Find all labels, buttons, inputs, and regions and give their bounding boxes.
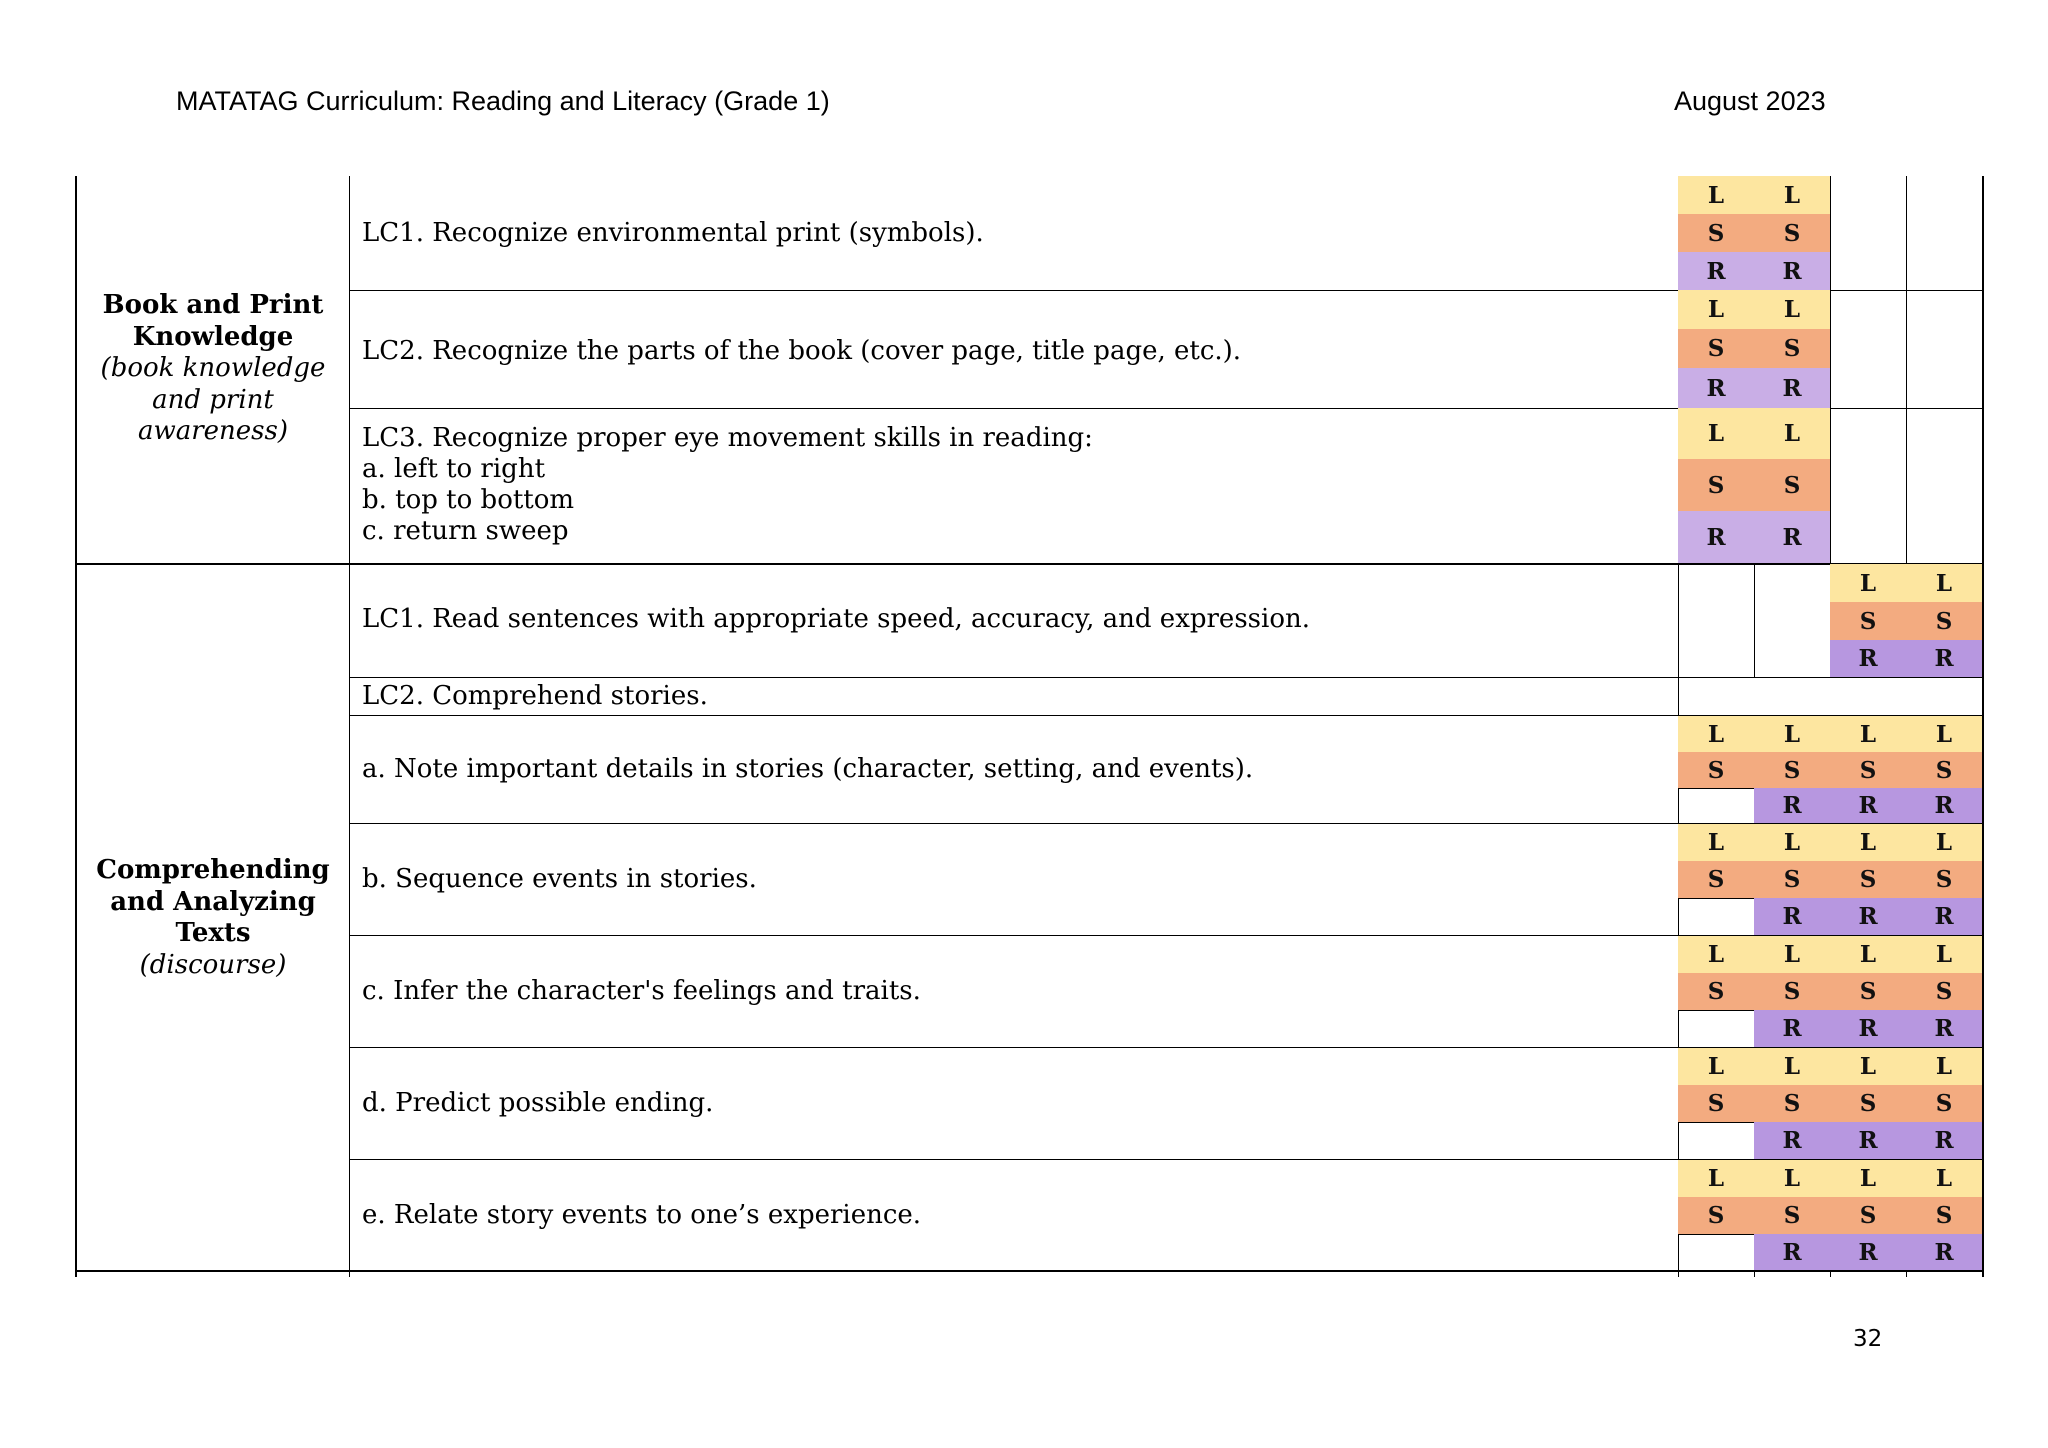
speaking-cell: S xyxy=(1830,861,1907,899)
speaking-cell: S xyxy=(1754,861,1831,899)
domain-subtitle: (discourse) xyxy=(139,949,287,980)
table-border-bottom xyxy=(75,1270,1984,1272)
domain-subtitle: awareness) xyxy=(137,416,289,446)
competency-text: c. Infer the character's feelings and traits. xyxy=(362,976,921,1006)
listening-cell: L xyxy=(1754,716,1831,753)
competency-text: LC2. Comprehend stories. xyxy=(362,681,708,711)
listening-cell: L xyxy=(1754,408,1831,460)
reading-cell: R xyxy=(1754,1122,1831,1160)
competency-text: LC1. Recognize environmental print (symbols). xyxy=(362,218,984,248)
speaking-cell: S xyxy=(1678,973,1755,1011)
reading-cell: R xyxy=(1906,898,1983,936)
listening-cell: L xyxy=(1906,564,1983,603)
reading-cell: R xyxy=(1830,1010,1907,1048)
competency-line: a. left to right xyxy=(362,454,546,484)
listening-cell: L xyxy=(1830,1160,1907,1198)
reading-cell: R xyxy=(1906,1234,1983,1271)
competency-line: c. return sweep xyxy=(362,516,569,546)
speaking-cell: S xyxy=(1754,1197,1831,1235)
domain-subtitle: (book knowledge xyxy=(100,353,326,383)
listening-cell: L xyxy=(1678,1048,1755,1086)
competency-text: LC2. Recognize the parts of the book (cover page, title page, etc.). xyxy=(362,336,1242,366)
speaking-cell: S xyxy=(1678,752,1755,789)
listening-cell: L xyxy=(1830,564,1907,603)
speaking-cell: S xyxy=(1906,861,1983,899)
domain-comprehending xyxy=(78,855,348,981)
speaking-cell: S xyxy=(1830,973,1907,1011)
domain-book-print xyxy=(78,290,348,448)
reading-cell: R xyxy=(1906,1010,1983,1048)
competency-text: LC1. Read sentences with appropriate speed, accuracy, and expression. xyxy=(362,604,1310,634)
reading-cell: R xyxy=(1830,788,1907,824)
listening-cell: L xyxy=(1830,824,1907,862)
reading-cell: R xyxy=(1830,1122,1907,1160)
speaking-cell: S xyxy=(1678,861,1755,899)
speaking-cell: S xyxy=(1830,1197,1907,1235)
listening-cell: L xyxy=(1906,936,1983,974)
listening-cell: L xyxy=(1678,1160,1755,1198)
speaking-cell: S xyxy=(1678,1197,1755,1235)
speaking-cell: S xyxy=(1906,752,1983,789)
reading-cell: R xyxy=(1754,252,1831,291)
reading-cell: R xyxy=(1906,1122,1983,1160)
reading-cell: R xyxy=(1754,511,1831,564)
speaking-cell: S xyxy=(1678,329,1755,369)
listening-cell: L xyxy=(1678,176,1755,215)
speaking-cell: S xyxy=(1754,1085,1831,1123)
listening-cell: L xyxy=(1906,716,1983,753)
listening-cell: L xyxy=(1678,408,1755,460)
document-date: August 2023 xyxy=(1674,86,1826,116)
page-number: 32 xyxy=(1853,1326,1883,1352)
domain-name: Knowledge xyxy=(132,321,294,352)
listening-cell: L xyxy=(1906,824,1983,862)
speaking-cell: S xyxy=(1906,1197,1983,1235)
reading-cell: R xyxy=(1830,640,1907,678)
competency-text: e. Relate story events to one’s experience. xyxy=(362,1200,922,1230)
speaking-cell: S xyxy=(1754,214,1831,253)
competency-line: LC3. Recognize proper eye movement skills in reading: xyxy=(362,423,1093,453)
document-title: MATATAG Curriculum: Reading and Literacy (Grade 1) xyxy=(176,86,830,116)
listening-cell: L xyxy=(1830,716,1907,753)
speaking-cell: S xyxy=(1678,459,1755,512)
table-border-left xyxy=(75,176,77,1277)
reading-cell: R xyxy=(1830,898,1907,936)
reading-cell: R xyxy=(1906,640,1983,678)
competency-text: d. Predict possible ending. xyxy=(362,1088,714,1118)
reading-cell: R xyxy=(1906,788,1983,824)
competency-text: a. Note important details in stories (character, setting, and events). xyxy=(362,754,1254,784)
reading-cell: R xyxy=(1830,1234,1907,1271)
domain-subtitle: and print xyxy=(152,384,274,415)
reading-cell: R xyxy=(1678,368,1755,409)
domain-name: and Analyzing xyxy=(110,886,316,917)
listening-cell: L xyxy=(1754,936,1831,974)
speaking-cell: S xyxy=(1754,459,1831,512)
reading-cell: R xyxy=(1754,788,1831,824)
listening-cell: L xyxy=(1678,824,1755,862)
listening-cell: L xyxy=(1830,1048,1907,1086)
reading-cell: R xyxy=(1754,1234,1831,1271)
listening-cell: L xyxy=(1678,290,1755,330)
domain-name: Book and Print xyxy=(102,290,324,320)
competency-line: b. top to bottom xyxy=(362,485,575,515)
listening-cell: L xyxy=(1906,1048,1983,1086)
speaking-cell: S xyxy=(1906,602,1983,641)
domain-name: Comprehending xyxy=(96,855,330,885)
competency-text: b. Sequence events in stories. xyxy=(362,864,757,894)
speaking-cell: S xyxy=(1830,602,1907,641)
listening-cell: L xyxy=(1830,936,1907,974)
reading-cell: R xyxy=(1754,1010,1831,1048)
reading-cell: R xyxy=(1754,898,1831,936)
speaking-cell: S xyxy=(1754,973,1831,1011)
reading-cell: R xyxy=(1678,252,1755,291)
speaking-cell: S xyxy=(1678,1085,1755,1123)
competency-text-multiline xyxy=(362,423,1093,547)
listening-cell: L xyxy=(1678,716,1755,753)
listening-cell: L xyxy=(1754,1160,1831,1198)
row-line-3 xyxy=(349,677,1982,678)
listening-cell: L xyxy=(1754,290,1831,330)
speaking-cell: S xyxy=(1754,752,1831,789)
table-divider-domain xyxy=(349,176,350,1277)
speaking-cell: S xyxy=(1830,1085,1907,1123)
reading-cell: R xyxy=(1678,511,1755,564)
speaking-cell: S xyxy=(1678,214,1755,253)
domain-name: Texts xyxy=(175,918,251,948)
listening-cell: L xyxy=(1754,176,1831,215)
speaking-cell: S xyxy=(1906,973,1983,1011)
listening-cell: L xyxy=(1754,1048,1831,1086)
listening-cell: L xyxy=(1678,936,1755,974)
listening-cell: L xyxy=(1906,1160,1983,1198)
speaking-cell: S xyxy=(1906,1085,1983,1123)
reading-cell: R xyxy=(1754,368,1831,409)
listening-cell: L xyxy=(1754,824,1831,862)
speaking-cell: S xyxy=(1830,752,1907,789)
speaking-cell: S xyxy=(1754,329,1831,369)
